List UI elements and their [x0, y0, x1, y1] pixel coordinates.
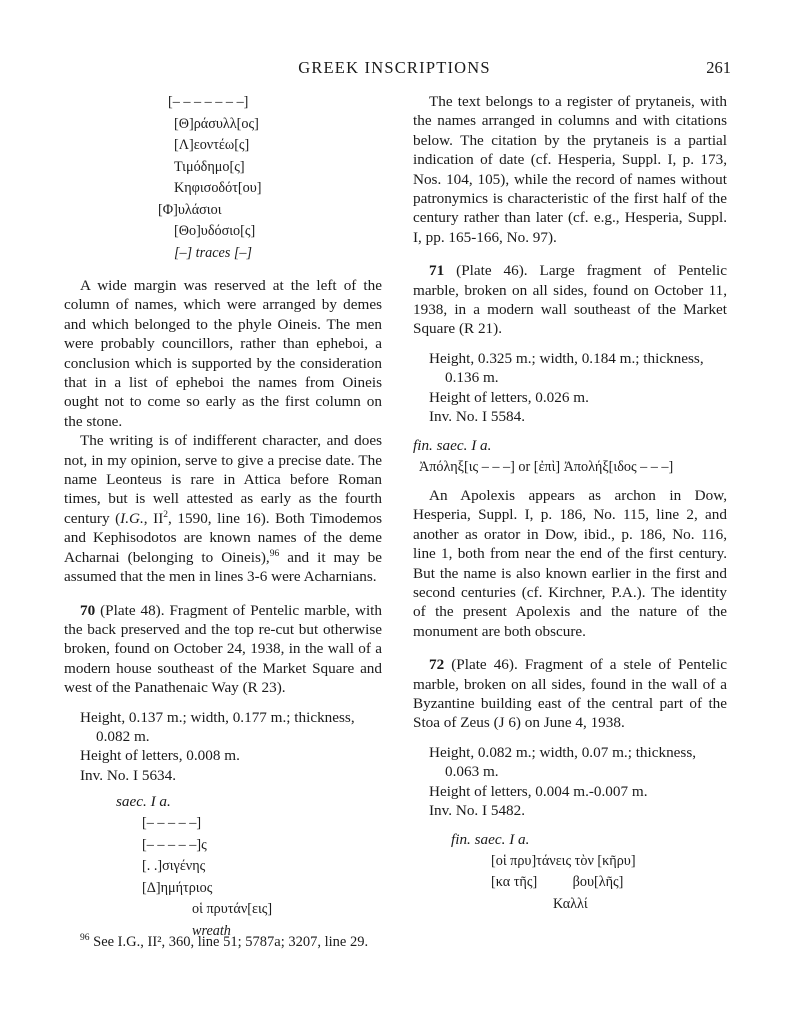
- inscription-line: wreath: [192, 922, 231, 939]
- inscription-line: [– – – – –]ς: [142, 836, 207, 853]
- entry-70-date: saec. I a.: [116, 793, 171, 811]
- footnote: $^{96}$ See I.G., II², 360, line 51; 5787a; 3207, line 29.: [80, 933, 369, 950]
- inscription-list-names: [64, 92, 382, 264]
- entry-72-description: 72 (Plate 46). Fragment of a stele of Pentelic marble, broken on all sides, found in the wall of a Byzantine building east of the central part of the Stoa of Zeus (J 6) on June 4, 1938.: [413, 656, 727, 732]
- inscription-line: οἱ πρυτάν[εις]: [192, 901, 273, 918]
- entry-70-description: 70 (Plate 48). Fragment of Pentelic marble, with the back preserved and the top re-cut but otherwise broken, found on October 24, 1938, in the wall of a modern house southeast of the Market Square and west of the Panathenaic Way (R 23).: [64, 601, 382, 697]
- entry-70-measurements: Height, 0.137 m.; width, 0.177 m.; thickness, 0.082 m. Height of letters, 0.008 m. Inv. No. I 5634.: [80, 708, 355, 784]
- inscription-line: [Λ]εοντέω[ς]: [174, 137, 250, 153]
- inscription-line: [Δ]ημήτριος: [142, 879, 213, 896]
- inscription-line: [οἱ πρυ]τάνεις τὸν [κῆρυ]: [491, 852, 636, 869]
- entry-number: 71: [429, 262, 445, 280]
- entry-71-measurements: Height, 0.325 m.; width, 0.184 m.; thickness, 0.136 m. Height of letters, 0.026 m. Inv. No. I 5584.: [429, 349, 704, 426]
- paragraph-commentary-71: An Apolexis appears as archon in Dow, Hesperia, Suppl. I, p. 186, No. 115, line 2, and another as orator in Dow, ibid., p. 186, No. 116, line 1, both from near the end of the first century. But the name is also known earlier in the first and second centuries (cf. Kirchner, P.A.). The identity of the present Apolexis and the nature of the monument are both obscure.: [413, 487, 727, 640]
- inscription-70-text: [64, 813, 382, 942]
- inscription-line: [Φ]υλάσιοι: [158, 201, 222, 218]
- inscription-71-text: Ἀπόληξ[ις – – –] or [ἐπὶ] Ἀπολήξ[ιδος – – –]: [419, 458, 674, 475]
- left-column: [64, 92, 382, 942]
- paragraph-commentary-1: A wide margin was reserved at the left of the column of names, which were arranged by demes and which belonged to the phyle Oineis. The men were probably councillors, rather than epheboi, a conclusion which is supported by the consideration that in a list of epheboi the names from Oineis ought not to come so early as the first column on the stone.: [64, 277, 382, 430]
- entry-number: 70: [80, 601, 96, 619]
- paragraph-commentary-2: The writing is of indifferent character, and does not, in my opinion, serve to give a precise date. The name Leonteus is rare in Attica before Roman times, but is well attested as early as the fourth century (I.G., $II^2$, 1590, line 16). Both Timodemos and Kephisodotos are known names of the deme Acharnai (belonging to Oineis),$^{96}$ and it may be assumed that the men in lines 3-6 were Acharnians.: [64, 432, 382, 586]
- inscription-line: [κα τῆς] βου[λῆς]: [491, 874, 624, 890]
- paragraph-commentary-70: The text belongs to a register of prytaneis, with the names arranged in columns and with citations below. The citation by the prytaneis is a partial indication of date (cf. Hesperia, Suppl. I, p. 173, Nos. 104, 105), while the record of names without patronymics is characteristic of the first half of the century rather than later (cf. e.g., Hesperia, Suppl. I, pp. 165-166, No. 97).: [413, 93, 727, 246]
- entry-71-date: fin. saec. I a.: [413, 436, 492, 454]
- inscription-line: [– – – – – – –]: [168, 94, 249, 110]
- inscription-line: [Θο]υδόσιο[ς]: [174, 223, 256, 239]
- inscription-line: Κηφισοδότ[ου]: [174, 180, 262, 196]
- inscription-line: Τιμόδημο[ς]: [174, 158, 245, 175]
- inscription-line: Καλλί: [553, 895, 588, 912]
- page-number: 261: [706, 58, 731, 77]
- inscription-72-text: [413, 851, 727, 916]
- running-header: GREEK INSCRIPTIONS: [298, 58, 491, 77]
- entry-number: 72: [429, 656, 445, 674]
- inscription-line: [–] traces [–]: [174, 244, 253, 261]
- entry-71-description: 71 (Plate 46). Large fragment of Pentelic marble, broken on all sides, found on October 11, 1938, in a modern wall southeast of the Market Square (R 21).: [413, 262, 727, 338]
- right-column: [413, 92, 727, 915]
- entry-72-measurements: Height, 0.082 m.; width, 0.07 m.; thickness, 0.063 m. Height of letters, 0.004 m.-0.007 m. Inv. No. I 5482.: [429, 743, 697, 820]
- inscription-line: [– – – – –]: [142, 815, 202, 832]
- inscription-line: [. .]σιγένης: [142, 858, 206, 875]
- inscription-line: [Θ]ράσυλλ[ος]: [174, 115, 259, 132]
- entry-72-date: fin. saec. I a.: [451, 830, 530, 848]
